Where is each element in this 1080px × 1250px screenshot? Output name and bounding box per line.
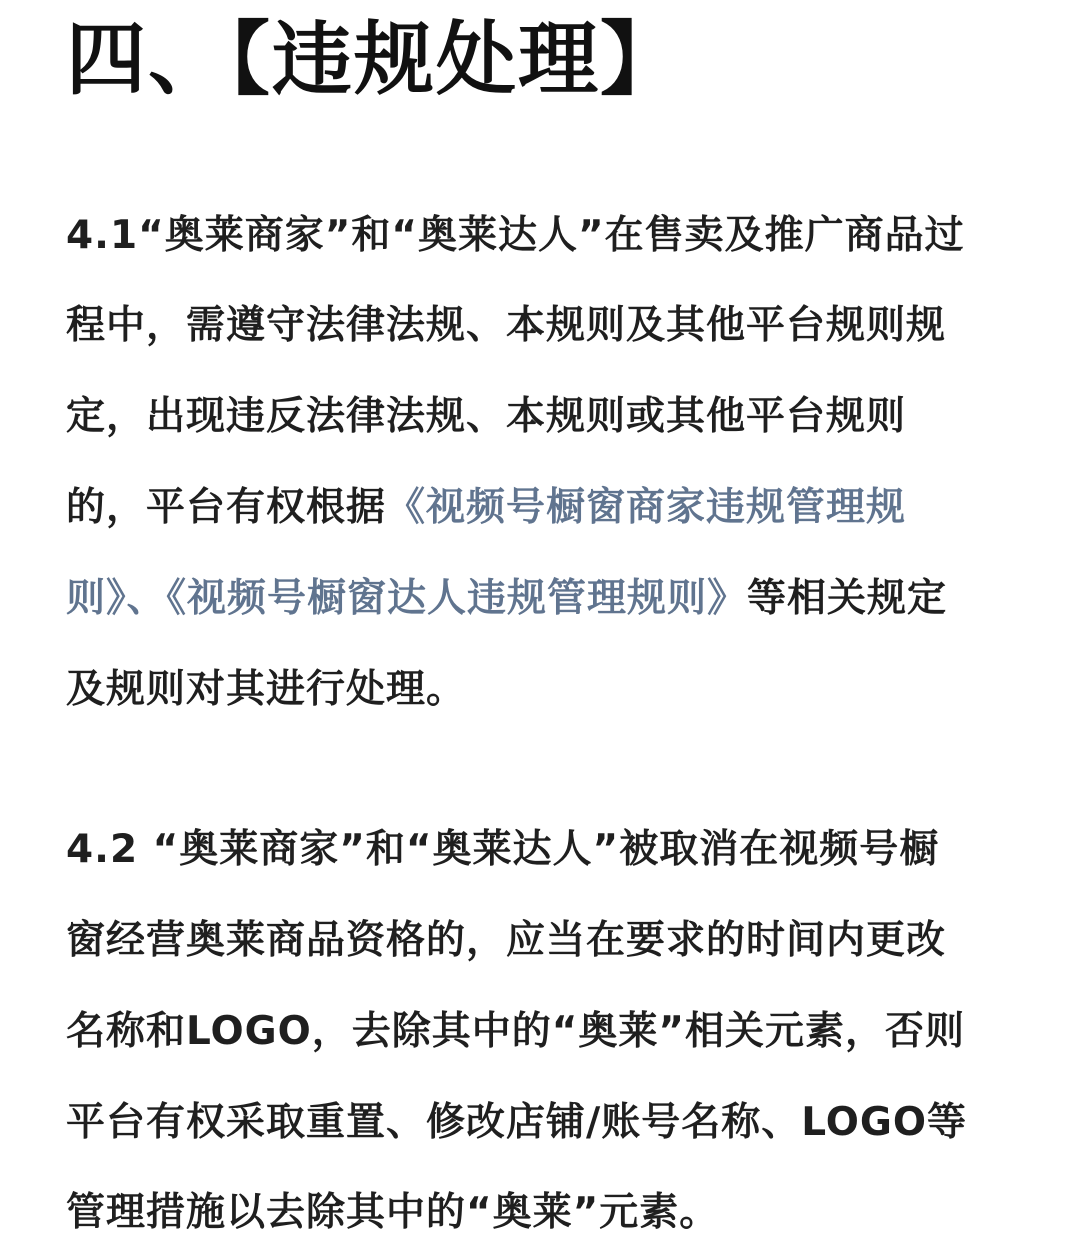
paragraph-4-1-line-3: 定，出现违反法律法规、本规则或其他平台规则 bbox=[66, 394, 907, 439]
merchant-violation-rules-link-continued[interactable]: 则》 bbox=[66, 576, 127, 621]
section-heading: 四、【违规处理】 bbox=[66, 13, 682, 106]
paragraph-4-1-line-5 bbox=[66, 569, 947, 629]
paragraph-4-2-line-2: 窗经营奥莱商品资格的，应当在要求的时间内更改 bbox=[66, 918, 947, 963]
link-separator: 、 bbox=[126, 576, 167, 621]
paragraph-text: 等相关规定 bbox=[747, 576, 948, 621]
paragraph-4-2-line-4: 平台有权采取重置、修改店铺/账号名称、LOGO等 bbox=[66, 1100, 968, 1145]
paragraph-4-2-line-1: 4.2 “奥莱商家”和“奥莱达人”被取消在视频号橱 bbox=[66, 827, 940, 872]
influencer-violation-rules-link[interactable]: 《视频号橱窗达人违规管理规则》 bbox=[166, 576, 748, 621]
paragraph-4-1-line-2: 程中，需遵守法律法规、本规则及其他平台规则规 bbox=[66, 303, 947, 348]
paragraph-4-2-line-5: 管理措施以去除其中的“奥莱”元素。 bbox=[66, 1190, 720, 1235]
paragraph-4-1-line-1: 4.1“奥莱商家”和“奥莱达人”在售卖及推广商品过 bbox=[66, 213, 965, 258]
paragraph-text: 的，平台有权根据 bbox=[66, 485, 387, 530]
paragraph-4-1-line-6: 及规则对其进行处理。 bbox=[66, 667, 467, 712]
paragraph-4-1-line-4 bbox=[66, 478, 906, 538]
paragraph-4-2-line-3: 名称和LOGO，去除其中的“奥莱”相关元素，否则 bbox=[66, 1009, 966, 1054]
merchant-violation-rules-link[interactable]: 《视频号橱窗商家违规管理规 bbox=[386, 485, 907, 530]
